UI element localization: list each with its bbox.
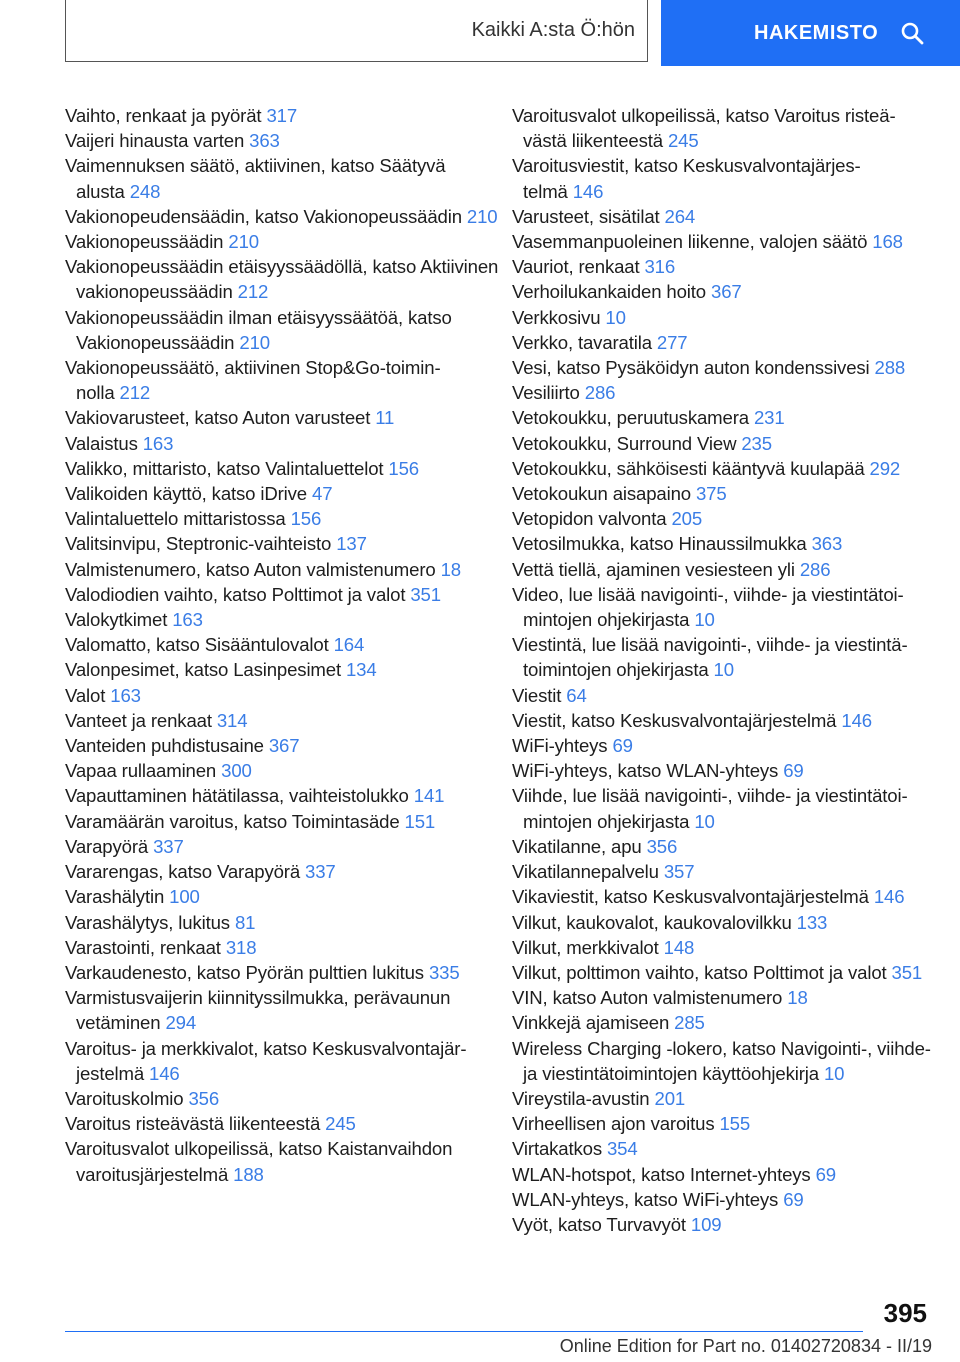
index-page-link[interactable]: 134 <box>345 659 377 681</box>
index-page-link[interactable]: 146 <box>841 709 872 731</box>
index-entry-text: Vinkkejä ajamiseen <box>512 1012 670 1034</box>
index-entry <box>512 1162 932 1187</box>
index-entry <box>65 960 505 985</box>
index-entry <box>65 355 505 405</box>
index-page-link[interactable]: 188 <box>233 1163 264 1185</box>
tab-index-label: HAKEMISTO <box>754 21 879 44</box>
index-page-link[interactable]: 231 <box>753 407 785 429</box>
index-entry-text: Varashälytin <box>65 886 165 908</box>
index-entry-text: WiFi-yhteys <box>512 735 608 757</box>
index-page-link[interactable]: 11 <box>375 407 395 429</box>
index-page-link[interactable]: 375 <box>695 483 727 505</box>
index-entry-text: Valmistenumero, katso Auton valmistenumero <box>65 558 436 580</box>
index-entry-text: Vetopidon valvonta <box>512 508 667 530</box>
index-entry <box>512 330 932 355</box>
index-page-link[interactable]: 356 <box>188 1087 220 1109</box>
index-page-link[interactable]: 69 <box>612 735 633 757</box>
index-entry-text: Varoitusviestit, katso Keskusvalvontajärjestelmä <box>512 155 861 202</box>
index-entry <box>512 506 932 531</box>
index-entry <box>65 1036 505 1086</box>
index-page-link[interactable]: 235 <box>741 432 772 454</box>
index-entry-text: Valonpesimet, katso Lasinpesimet <box>65 659 341 681</box>
index-page-link[interactable]: 201 <box>654 1087 686 1109</box>
index-entry <box>65 733 505 758</box>
index-entry-text: Valomatto, katso Sisääntulovalot <box>65 634 329 656</box>
footer-text: Online Edition for Part no. 01402720834 - II/19 <box>559 1336 932 1356</box>
index-entry-text: Varamäärän varoitus, katso Toimintasäde <box>65 810 400 832</box>
index-column-right <box>512 103 932 1237</box>
index-entry-text: Vakionopeussäädin <box>65 231 224 253</box>
index-entry <box>512 204 932 229</box>
index-page-link[interactable]: 18 <box>440 558 461 580</box>
index-page-link[interactable]: 10 <box>694 810 715 832</box>
index-entry-text: Varoitus risteävästä liikenteestä <box>65 1113 321 1135</box>
index-entry <box>65 153 505 203</box>
index-entry-text: Vakionopeussäädin ilman etäisyyssäätöä, katso Vakionopeussäädin <box>65 306 452 353</box>
index-entry <box>65 405 505 430</box>
index-entry-text: Vikatilanne, apu <box>512 835 642 857</box>
index-page-link[interactable]: 351 <box>410 583 441 605</box>
index-page-link[interactable]: 155 <box>719 1113 751 1135</box>
index-entry-text: Vauriot, renkaat <box>512 256 640 278</box>
index-entry <box>512 582 932 632</box>
index-page-link[interactable]: 156 <box>290 508 322 530</box>
index-entry <box>65 935 505 960</box>
index-entry-text: Vilkut, polttimon vaihto, katso Polttimot ja valot <box>512 961 887 983</box>
index-entry-text: Vapauttaminen hätätilassa, vaihteistolukko <box>65 785 409 807</box>
index-page-link[interactable]: 264 <box>664 205 696 227</box>
index-entry-text: Vilkut, merkkivalot <box>512 936 659 958</box>
index-entry-text: Vetokoukku, peruutuskamera <box>512 407 749 429</box>
index-entry-text: Valot <box>65 684 106 706</box>
index-entry <box>65 657 505 682</box>
tab-index[interactable] <box>661 0 960 66</box>
index-page-link[interactable]: 137 <box>336 533 367 555</box>
index-page-link[interactable]: 314 <box>216 709 248 731</box>
index-page-link[interactable]: 146 <box>149 1062 180 1084</box>
index-page-link[interactable]: 163 <box>110 684 141 706</box>
index-entry <box>65 128 505 153</box>
index-entry-text: VIN, katso Auton valmistenumero <box>512 987 783 1009</box>
index-page-link[interactable]: 109 <box>690 1213 722 1235</box>
index-entry-text: WLAN-hotspot, katso Internet-yhteys <box>512 1163 811 1185</box>
index-entry-text: Vanteet ja renkaat <box>65 709 212 731</box>
index-entry <box>512 783 932 833</box>
index-page-link[interactable]: 146 <box>873 886 905 908</box>
index-page-link[interactable]: 210 <box>228 231 259 253</box>
index-page-link[interactable]: 210 <box>239 331 270 353</box>
index-entry-text: Varoitus- ja merkkivalot, katso Keskusvalvontajärjestelmä <box>65 1037 467 1084</box>
index-entry <box>65 557 505 582</box>
index-entry <box>512 884 932 909</box>
index-entry-text: Vetokoukku, sähköisesti kääntyvä kuulapää <box>512 457 865 479</box>
index-entry-text: Vararengas, katso Varapyörä <box>65 861 301 883</box>
index-page-link[interactable]: 69 <box>783 760 804 782</box>
index-entry-text: Virheellisen ajon varoitus <box>512 1113 715 1135</box>
index-entry-text: Vettä tiellä, ajaminen vesiesteen yli <box>512 558 795 580</box>
index-page-link[interactable]: 367 <box>268 735 300 757</box>
index-entry <box>512 1212 932 1237</box>
index-entry-text: Vasemmanpuoleinen liikenne, valojen säätö <box>512 231 868 253</box>
index-page-link[interactable]: 69 <box>815 1163 836 1185</box>
index-entry <box>65 431 505 456</box>
index-entry <box>65 985 505 1035</box>
index-page-link[interactable]: 300 <box>221 760 252 782</box>
index-entry-text: Varusteet, sisätilat <box>512 205 660 227</box>
index-entry <box>65 884 505 909</box>
index-column-left <box>65 103 505 1187</box>
index-page-link[interactable]: 100 <box>169 886 200 908</box>
index-entry <box>512 1010 932 1035</box>
index-entry <box>65 708 505 733</box>
index-entry-text: Vilkut, kaukovalot, kaukovalovilkku <box>512 911 792 933</box>
index-entry-text: WLAN-yhteys, katso WiFi-yhteys <box>512 1188 779 1210</box>
index-entry-text: Video, lue lisää navigointi-, viihde- ja viestintätoimintojen ohjekirjasta <box>512 583 904 631</box>
index-entry <box>512 733 932 758</box>
index-entry-text: Vetokoukku, Surround View <box>512 432 737 454</box>
index-page-link[interactable]: 210 <box>466 205 498 227</box>
index-entry <box>512 683 932 708</box>
index-page-link[interactable]: 277 <box>656 331 688 353</box>
index-page-link[interactable]: 205 <box>671 508 703 530</box>
index-entry-text: Verkkosivu <box>512 306 601 328</box>
index-entry-text: Vaimennuksen säätö, aktiivinen, katso Säätyvä alusta <box>65 155 446 202</box>
index-entry-text: Vanteiden puhdistusaine <box>65 735 264 757</box>
index-entry-text: Vakionopeussäädin etäisyyssäädöllä, katso Aktiivinen vakionopeussäädin <box>65 256 499 303</box>
index-page-link[interactable]: 292 <box>869 457 901 479</box>
index-entry-text: Viestintä, lue lisää navigointi-, viihde- ja viestintätoimintojen ohjekirjasta <box>512 634 908 681</box>
index-entry <box>512 1136 932 1161</box>
index-entry <box>512 834 932 859</box>
index-entry <box>512 859 932 884</box>
index-entry <box>65 305 505 355</box>
index-entry <box>65 1086 505 1111</box>
index-entry <box>512 1111 932 1136</box>
index-entry <box>512 153 932 203</box>
index-entry <box>512 985 932 1010</box>
tab-a-to-z[interactable] <box>65 0 648 62</box>
page-number: 395 <box>883 1298 927 1328</box>
index-entry <box>65 1111 505 1136</box>
index-page-link[interactable]: 337 <box>305 861 336 883</box>
index-page-link[interactable]: 316 <box>644 256 676 278</box>
index-entry <box>512 355 932 380</box>
index-entry-text: Vetosilmukka, katso Hinaussilmukka <box>512 533 807 555</box>
index-entry-text: Varoitusvalot ulkopeilissä, katso Varoitus risteävästä liikenteestä <box>512 105 896 152</box>
index-page-link[interactable]: 47 <box>312 483 333 505</box>
index-entry-text: WiFi-yhteys, katso WLAN-yhteys <box>512 760 779 782</box>
index-entry-text: Vesi, katso Pysäköidyn auton kondenssivesi <box>512 357 870 379</box>
search-icon <box>900 21 924 45</box>
index-page-link[interactable]: 148 <box>663 936 695 958</box>
index-entry <box>512 1187 932 1212</box>
index-entry-text: Vakiovarusteet, katso Auton varusteet <box>65 407 371 429</box>
index-entry <box>65 607 505 632</box>
index-page-link[interactable]: 294 <box>165 1012 197 1034</box>
index-entry-text: Varashälytys, lukitus <box>65 911 230 933</box>
index-entry <box>512 910 932 935</box>
index-entry <box>65 481 505 506</box>
index-page-link[interactable]: 133 <box>796 911 828 933</box>
index-page-link[interactable]: 10 <box>823 1062 845 1084</box>
index-entry <box>512 531 932 556</box>
index-entry-text: Viestit, katso Keskusvalvontajärjestelmä <box>512 709 837 731</box>
index-entry <box>65 582 505 607</box>
index-page-link[interactable]: 317 <box>266 105 298 126</box>
index-page-link[interactable]: 245 <box>667 130 699 152</box>
index-entry <box>512 380 932 405</box>
index-entry <box>512 758 932 783</box>
index-entry-text: Wireless Charging -lokero, katso Navigointi-, viihde- ja viestintätoimintojen käyttöohjekirja <box>512 1037 931 1084</box>
index-entry-text: Vaihto, renkaat ja pyörät <box>65 105 262 126</box>
index-entry <box>512 960 932 985</box>
index-entry-text: Vesiliirto <box>512 382 580 404</box>
index-entry <box>65 910 505 935</box>
index-entry-text: Vikaviestit, katso Keskusvalvontajärjestelmä <box>512 886 869 908</box>
index-entry <box>512 305 932 330</box>
index-entry-text: Valitsinvipu, Steptronic-vaihteisto <box>65 533 332 555</box>
index-page-link[interactable]: 10 <box>605 306 626 328</box>
index-entry-text: Varoituskolmio <box>65 1087 184 1109</box>
index-page-link[interactable]: 18 <box>787 987 808 1009</box>
index-entry-text: Valokytkimet <box>65 609 168 631</box>
index-entry-text: Vakionopeussäätö, aktiivinen Stop&Go-toiminnolla <box>65 357 441 404</box>
index-entry <box>65 506 505 531</box>
index-entry <box>65 103 505 128</box>
index-entry-text: Varkaudenesto, katso Pyörän pulttien lukitus <box>65 961 424 983</box>
index-page-link[interactable]: 354 <box>606 1138 638 1160</box>
index-entry <box>512 431 932 456</box>
index-page-link[interactable]: 356 <box>646 835 678 857</box>
index-page-link[interactable]: 10 <box>713 659 734 681</box>
index-entry-text: Virtakatkos <box>512 1138 602 1160</box>
index-entry <box>65 632 505 657</box>
tab-a-to-z-label: Kaikki A:sta Ö:hön <box>471 19 635 41</box>
header <box>0 0 960 66</box>
index-entry-text: Varmistusvaijerin kiinnityssilmukka, perävaunun vetäminen <box>65 987 451 1034</box>
index-entry-text: Viihde, lue lisää navigointi-, viihde- ja viestintätoimintojen ohjekirjasta <box>512 785 908 832</box>
index-page-link[interactable]: 318 <box>225 936 257 958</box>
index-entry-text: Valintaluettelo mittaristossa <box>65 508 286 530</box>
index-entry-text: Valikoiden käyttö, katso iDrive <box>65 483 307 505</box>
index-page-link[interactable]: 64 <box>566 684 587 706</box>
index-entry <box>512 405 932 430</box>
index-entry <box>512 708 932 733</box>
index-entry-text: Varoitusvalot ulkopeilissä, katso Kaistanvaihdon varoitusjärjestelmä <box>65 1138 453 1185</box>
index-page-link[interactable]: 357 <box>663 861 695 883</box>
index-page-link[interactable]: 363 <box>249 130 280 152</box>
index-page-link[interactable]: 10 <box>694 609 715 631</box>
index-entry-text: Verkko, tavaratila <box>512 331 652 353</box>
index-entry <box>512 254 932 279</box>
index-entry-text: Vaijeri hinausta varten <box>65 130 245 152</box>
index-page-link[interactable]: 69 <box>783 1188 804 1210</box>
index-page-link[interactable]: 337 <box>153 835 184 857</box>
footer-divider <box>65 1331 863 1332</box>
index-entry-text: Vapaa rullaaminen <box>65 760 217 782</box>
index-page-link[interactable]: 141 <box>413 785 445 807</box>
index-page-link[interactable]: 285 <box>674 1012 705 1034</box>
index-entry-text: Vetokoukun aisapaino <box>512 483 691 505</box>
index-entry-text: Valodiodien vaihto, katso Polttimot ja valot <box>65 583 406 605</box>
index-page-link[interactable]: 351 <box>891 961 923 983</box>
index-page-link[interactable]: 168 <box>872 231 903 253</box>
index-entry <box>512 279 932 304</box>
index-entry <box>512 557 932 582</box>
index-entry <box>65 456 505 481</box>
index-entry <box>512 632 932 682</box>
index-page-link[interactable]: 156 <box>388 457 419 479</box>
index-entry-text: Vireystila-avustin <box>512 1087 650 1109</box>
index-page-link[interactable]: 286 <box>799 558 831 580</box>
index-entry <box>65 204 505 229</box>
index-page-link[interactable]: 81 <box>234 911 256 933</box>
index-entry-text: Vyöt, katso Turvavyöt <box>512 1213 686 1235</box>
index-entry <box>512 1036 932 1086</box>
index-entry <box>65 859 505 884</box>
index-page-link[interactable]: 164 <box>333 634 365 656</box>
index-page-link[interactable]: 286 <box>584 382 616 404</box>
index-entry <box>65 254 505 304</box>
index-entry-text: Verhoilukankaiden hoito <box>512 281 706 303</box>
index-page-link[interactable]: 212 <box>237 281 269 303</box>
index-page-link[interactable]: 288 <box>874 357 906 379</box>
index-page-link[interactable]: 146 <box>572 180 604 202</box>
index-entry <box>65 1136 505 1186</box>
index-page-link[interactable]: 212 <box>119 382 151 404</box>
index-entry <box>65 783 505 808</box>
index-page-link[interactable]: 163 <box>142 432 174 454</box>
index-entry <box>65 229 505 254</box>
index-entry <box>512 229 932 254</box>
index-entry <box>512 481 932 506</box>
index-page-link[interactable]: 248 <box>129 180 161 202</box>
index-entry <box>65 758 505 783</box>
index-entry-text: Valaistus <box>65 432 138 454</box>
index-entry <box>65 531 505 556</box>
index-page-link[interactable]: 335 <box>428 961 460 983</box>
index-entry <box>512 456 932 481</box>
index-entry <box>65 683 505 708</box>
index-page-link[interactable]: 163 <box>172 609 203 631</box>
index-entry-text: Varastointi, renkaat <box>65 936 221 958</box>
index-entry-text: Valikko, mittaristo, katso Valintaluettelot <box>65 457 384 479</box>
index-page-link[interactable]: 367 <box>711 281 742 303</box>
index-page-link[interactable]: 363 <box>811 533 843 555</box>
index-page-link[interactable]: 245 <box>325 1113 356 1135</box>
index-entry <box>512 103 932 153</box>
index-entry-text: Vikatilannepalvelu <box>512 861 659 883</box>
index-entry-text: Vakionopeudensäädin, katso Vakionopeussäädin <box>65 205 462 227</box>
index-entry <box>512 1086 932 1111</box>
index-page-link[interactable]: 151 <box>404 810 436 832</box>
index-entry <box>65 809 505 834</box>
index-entry <box>65 834 505 859</box>
index-entry <box>512 935 932 960</box>
index-entry-text: Varapyörä <box>65 835 149 857</box>
index-entry-text: Viestit <box>512 684 562 706</box>
